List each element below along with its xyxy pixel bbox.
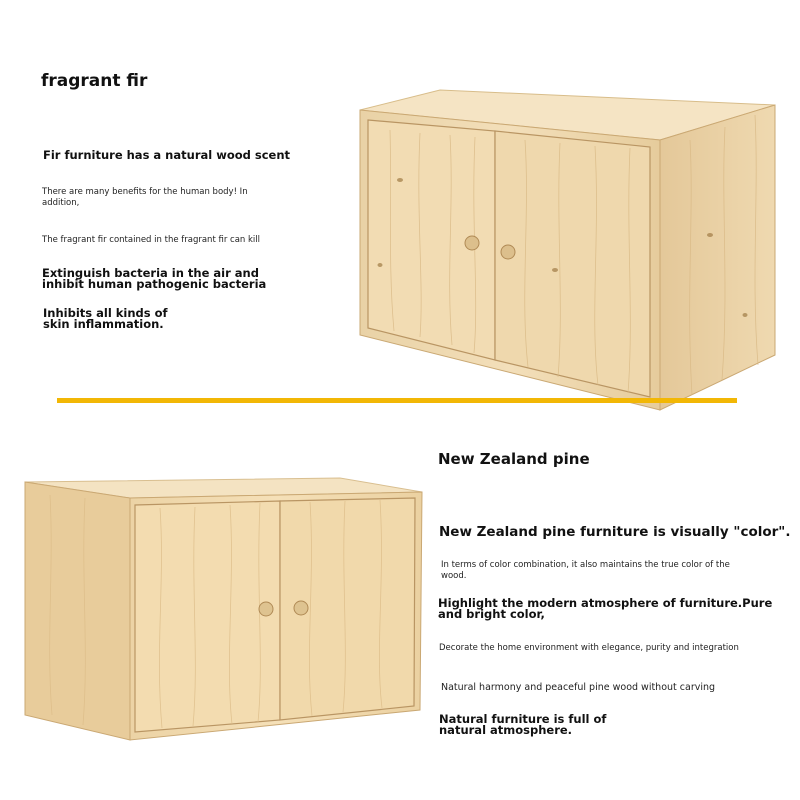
fir-cabinet-image (350, 85, 780, 415)
pine-line-6: Natural furniture is full of natural atmosphere. (439, 712, 607, 737)
pine-line-2: In terms of color combination, it also maintains the true color of the wood. (441, 560, 730, 581)
fir-line-2: There are many benefits for the human body! In addition, (42, 187, 248, 208)
fir-line-5: Inhibits all kinds of skin inflammation. (43, 306, 168, 331)
pine-line-1: New Zealand pine furniture is visually "color". (439, 524, 791, 540)
pine-cabinet-image (10, 470, 425, 755)
section-divider (57, 398, 737, 403)
fir-line-4: Extinguish bacteria in the air and inhibit human pathogenic bacteria (42, 266, 267, 291)
pine-line-4: Decorate the home environment with elegance, purity and integration (439, 643, 739, 653)
fir-title: fragrant fir (41, 71, 148, 91)
pine-line-3: Highlight the modern atmosphere of furniture.Pure and bright color, (438, 596, 773, 621)
pine-title: New Zealand pine (438, 450, 590, 468)
fir-line-3: The fragrant fir contained in the fragrant fir can kill (42, 235, 261, 245)
fir-line-1: Fir furniture has a natural wood scent (43, 148, 290, 162)
pine-line-5: Natural harmony and peaceful pine wood without carving (441, 682, 716, 693)
